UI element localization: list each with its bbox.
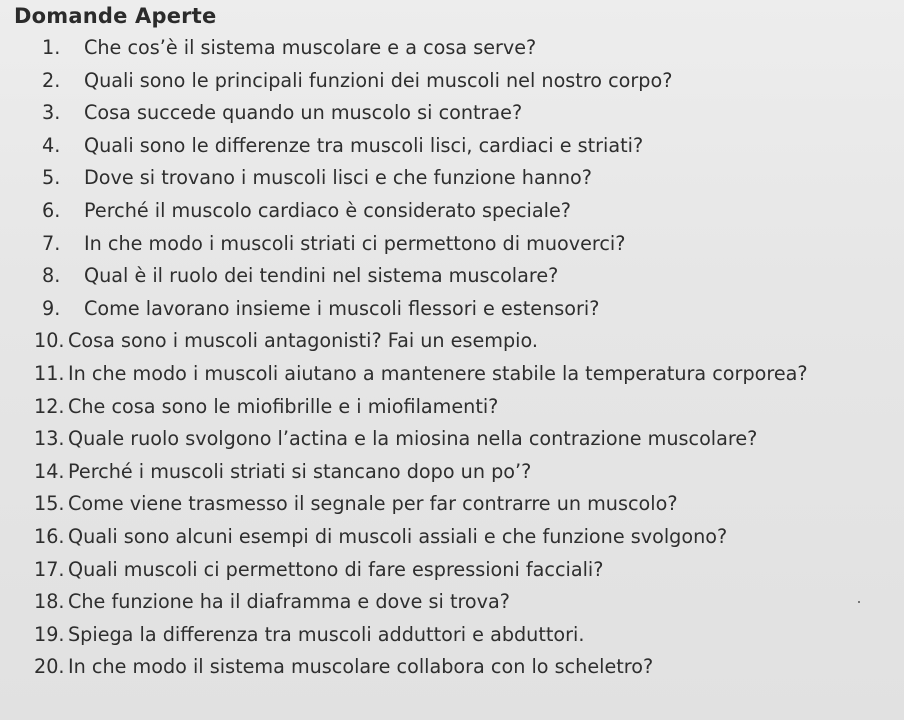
list-item [42, 162, 902, 195]
question-text: Dove si trovano i muscoli lisci e che funzione hanno? [84, 166, 592, 190]
question-text: Cosa succede quando un muscolo si contrae? [84, 101, 523, 125]
question-number: 19. [34, 622, 65, 646]
question-text: Che funzione ha il diaframma e dove si trova? [68, 590, 510, 614]
list-item [42, 195, 902, 228]
question-text: In che modo il sistema muscolare collabora con lo scheletro? [68, 655, 654, 679]
list-item [42, 65, 902, 98]
list-item [34, 423, 902, 456]
list-item [42, 32, 902, 65]
question-text: Quali sono le differenze tra muscoli lisci, cardiaci e striati? [84, 133, 644, 157]
question-number: 13. [34, 427, 65, 451]
list-item [34, 358, 902, 391]
question-number: 5. [42, 166, 61, 190]
question-number: 11. [34, 361, 65, 385]
question-number: 8. [42, 264, 61, 288]
question-number: 2. [42, 68, 61, 92]
list-item [34, 325, 902, 358]
list-item [42, 97, 902, 130]
question-text: Come viene trasmesso il segnale per far contrarre un muscolo? [68, 492, 678, 516]
list-item [34, 554, 902, 587]
question-text: Che cos’è il sistema muscolare e a cosa serve? [84, 36, 537, 59]
question-number: 17. [34, 557, 65, 581]
question-number: 12. [34, 394, 65, 418]
question-text: In che modo i muscoli striati ci permettono di muoverci? [84, 231, 626, 255]
question-number: 16. [34, 524, 65, 548]
list-item [42, 293, 902, 326]
question-text: Che cosa sono le miofibrille e i miofilamenti? [68, 394, 499, 418]
question-text: Quali muscoli ci permettono di fare espressioni facciali? [68, 557, 604, 581]
question-text: Quali sono alcuni esempi di muscoli assiali e che funzione svolgono? [68, 524, 728, 548]
question-text: Spiega la differenza tra muscoli adduttori e abduttori. [68, 622, 585, 646]
question-number: 10. [34, 329, 65, 353]
question-text: Quale ruolo svolgono l’actina e la miosina nella contrazione muscolare? [68, 427, 758, 451]
list-item [34, 651, 902, 684]
list-item [34, 488, 902, 521]
question-number: 6. [42, 198, 61, 222]
question-text: Cosa sono i muscoli antagonisti? Fai un esempio. [68, 329, 538, 353]
question-number: 7. [42, 231, 61, 255]
question-number: 4. [42, 133, 61, 157]
question-text: Perché il muscolo cardiaco è considerato speciale? [84, 198, 571, 222]
question-text: Perché i muscoli striati si stancano dopo un po’? [68, 459, 532, 483]
question-text: Come lavorano insieme i muscoli flessori e estensori? [84, 296, 600, 320]
question-text: Qual è il ruolo dei tendini nel sistema muscolare? [84, 264, 559, 288]
list-item [34, 586, 902, 619]
question-number: 9. [42, 296, 61, 320]
page-title: Domande Aperte [14, 4, 217, 28]
question-number: 1. [42, 36, 61, 59]
list-item [42, 260, 902, 293]
question-number: 14. [34, 459, 65, 483]
list-item [42, 130, 902, 163]
list-item [34, 619, 902, 652]
paper-speck [858, 601, 860, 603]
list-item [34, 391, 902, 424]
question-list [34, 32, 902, 684]
list-item [42, 228, 902, 261]
question-number: 18. [34, 590, 65, 614]
question-text: Quali sono le principali funzioni dei muscoli nel nostro corpo? [84, 68, 673, 92]
question-number: 3. [42, 101, 61, 125]
question-text: In che modo i muscoli aiutano a mantenere stabile la temperatura corporea? [68, 361, 808, 385]
list-item [34, 456, 902, 489]
list-item [34, 521, 902, 554]
question-number: 20. [34, 655, 65, 679]
question-number: 15. [34, 492, 65, 516]
